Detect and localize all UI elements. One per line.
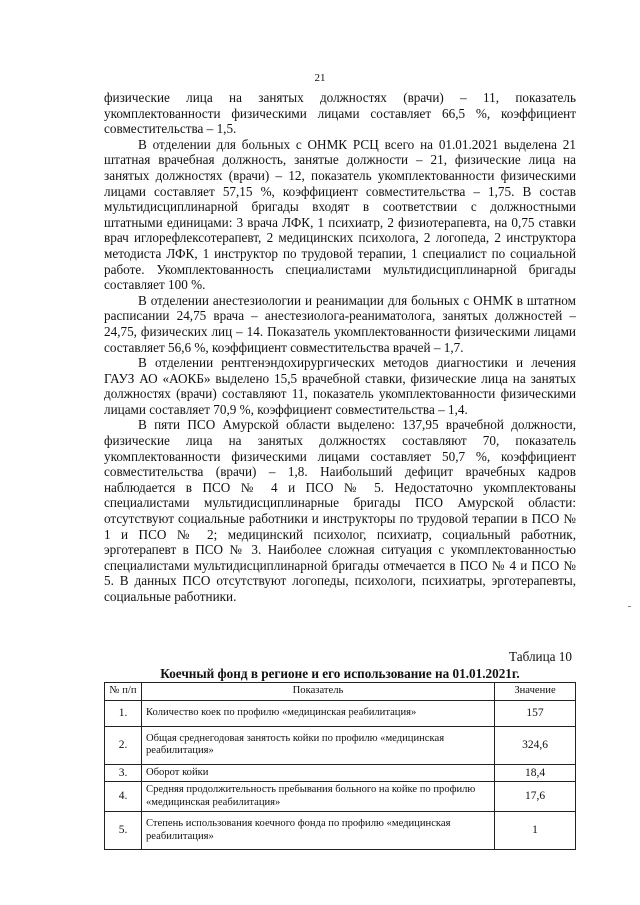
table-row: [105, 782, 576, 812]
paragraph-onmk-rsc: В отделении для больных с ОНМК РСЦ всего на 01.01.2021 выделена 21 штатная врачебная должность, занятые должности – 21, физические лица на занятых должностях (врачи) – 12, показатель укомплектованности физическими лицами составляет 57,15 %, коэффициент совместительства – 1,75. В состав мультидисциплинарной бригады входят в соответствии с должностными штатными единицами: 3 врача ЛФК, 1 психиатр, 2 физиотерапевта, на 0,75 ставки врач иглорефлексотерапевт, 2 медицинских психолога, 2 логопеда, 2 инструктора методиста ЛФК, 1 инструктор по трудовой терапии, 1 специалист по социальной работе. Укомплектованность специалистами мультидисциплинарной бригады составляет 100 %.: [104, 136, 576, 293]
row-num: 2.: [105, 726, 142, 764]
header-num: № п/п: [105, 683, 142, 701]
row-num: 3.: [105, 764, 142, 782]
paragraph-anesthesiology: В отделении анестезиологии и реанимации для больных с ОНМК в штатном расписании 24,75 врача – анестезиолога-реаниматолога, занятых должностей – 24,75, физических лиц – 14. Показатель укомплектованности физическими лицами составляет 56,6 %, коэффициент совместительства врачей – 1,7.: [104, 292, 576, 355]
margin-mark: [628, 606, 631, 607]
row-indicator: Общая среднегодовая занятость койки по профилю «медицинская реабилитация»: [142, 726, 495, 764]
table-row: [105, 812, 576, 850]
row-indicator: Количество коек по профилю «медицинская реабилитация»: [142, 700, 495, 726]
paragraph-continuation: физические лица на занятых должностях (врачи) – 11, показатель укомплектованности физическими лицами составляет 66,5 %, коэффициент совместительства – 1,5.: [104, 90, 576, 137]
row-value: 157: [495, 700, 576, 726]
header-value: Значение: [495, 683, 576, 701]
header-indicator: Показатель: [142, 683, 495, 701]
body-text: [104, 90, 576, 605]
row-value: 324,6: [495, 726, 576, 764]
table-header-row: [105, 683, 576, 701]
row-indicator: Степень использования коечного фонда по профилю «медицинская реабилитация»: [142, 812, 495, 850]
row-value: 17,6: [495, 782, 576, 812]
paragraph-pso: В пяти ПСО Амурской области выделено: 137,95 врачебной должности, физические лица на занятых должностях составляют 70, показатель укомплектованности физическими лицами составляет 50,7 %, коэффициент совместительства (врачи) – 1,8. Наибольший дефицит врачебных кадров наблюдается в ПСО № 4 и ПСО № 5. Недостаточно укомплектованы специалистами мультидисциплинарные бригады ПСО Амурской области: отсутствуют социальные работники и инструкторы по трудовой терапии в ПСО № 1 и ПСО № 2; медицинский психолог, психиатр, социальный работник, эрготерапевт в ПСО № 3. Наиболее сложная ситуация с укомплектованностью специалистами мультидисциплинарной бригады отмечается в ПСО № 4 и ПСО № 5. В данных ПСО отсутствуют логопеды, психологи, психиатры, эрготерапевты, социальные работники.: [104, 417, 576, 604]
table-title: Коечный фонд в регионе и его использование на 01.01.2021г.: [160, 666, 520, 681]
bed-fund-table: [104, 682, 576, 850]
table-row: [105, 764, 576, 782]
paragraph-x-ray-surgery: В отделении рентгенэндохирургических методов диагностики и лечения ГАУЗ АО «АОКБ» выделено 15,5 врачебной ставки, физические лица на занятых должностях (врачи) составляют 11, показатель укомплектованности физическими лицами составляет 70,9 %, коэффициент совместительства – 1,4.: [104, 355, 576, 417]
table-label: Таблица 10: [509, 649, 572, 664]
row-num: 4.: [105, 782, 142, 812]
row-indicator: Средняя продолжительность пребывания больного на койке по профилю «медицинская реабилитация»: [142, 782, 495, 812]
row-value: 18,4: [495, 764, 576, 782]
row-value: 1: [495, 812, 576, 850]
row-num: 5.: [105, 812, 142, 850]
row-indicator: Оборот койки: [142, 764, 495, 782]
table-row: [105, 726, 576, 764]
row-num: 1.: [105, 700, 142, 726]
page-number: 21: [314, 72, 326, 84]
table-row: [105, 700, 576, 726]
